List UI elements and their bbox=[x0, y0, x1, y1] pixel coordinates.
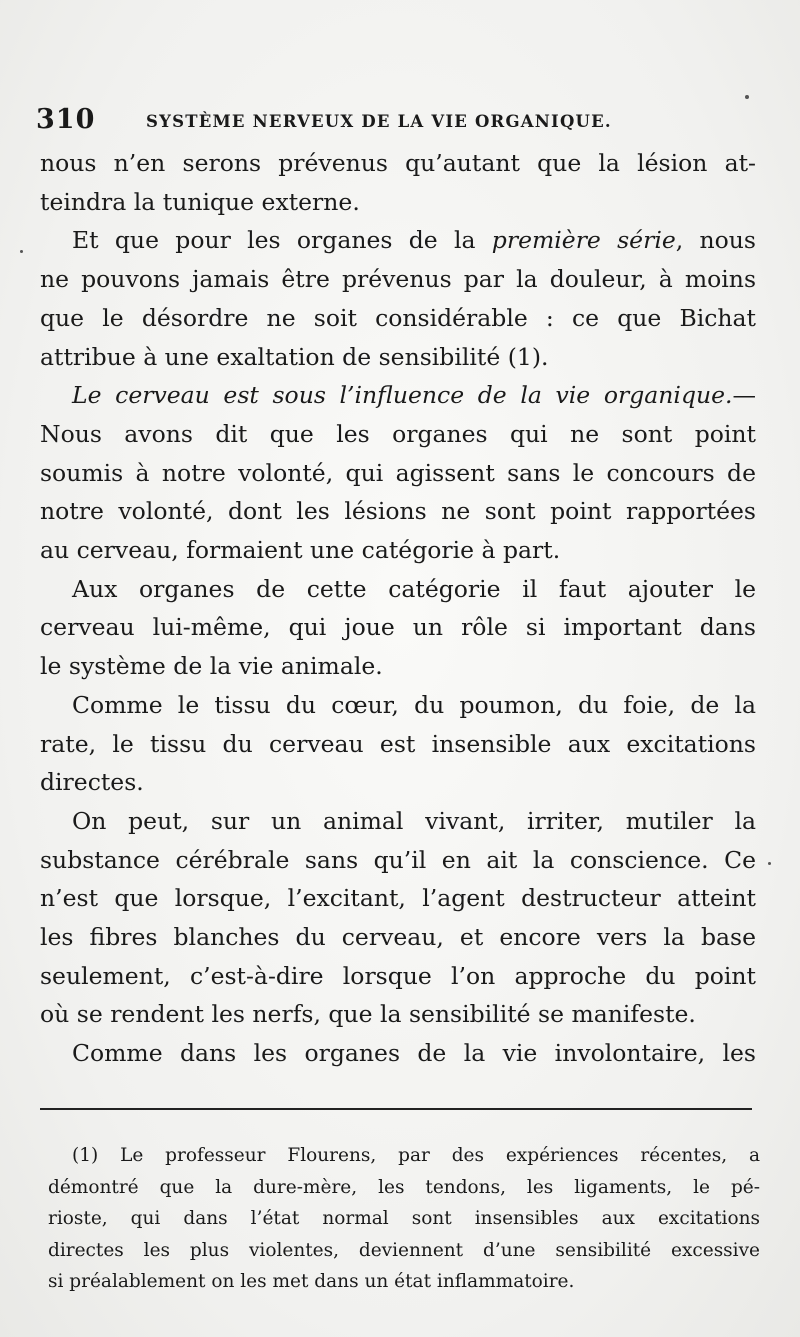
footnote-line: (1) Le professeur Flourens, par des expériences récentes, a bbox=[72, 1145, 760, 1166]
text-line: Comme le tissu du cœur, du poumon, du foie, de la bbox=[72, 690, 756, 719]
text-line: au cerveau, formaient une catégorie à part. bbox=[40, 536, 561, 565]
page-number: 310 bbox=[36, 104, 96, 135]
text-line: n’est que lorsque, l’excitant, l’agent destructeur atteint bbox=[40, 884, 756, 913]
text-line: le système de la vie animale. bbox=[40, 652, 383, 681]
text-line: attribue à une exaltation de sensibilité (1). bbox=[40, 342, 549, 371]
text-line: nous n’en serons prévenus qu’autant que la lésion at- bbox=[40, 149, 756, 177]
text-line: seulement, c’est-à-dire lorsque l’on approche du point bbox=[40, 961, 756, 990]
text-line: Comme dans les organes de la vie involontaire, les bbox=[72, 1039, 756, 1068]
text-fragment: Et que pour les organes de la bbox=[72, 226, 492, 255]
text-line: que le désordre ne soit considérable : ce que Bichat bbox=[40, 303, 756, 332]
paragraph-2 bbox=[40, 221, 756, 376]
section-heading: Le cerveau est sous l’influence de la vie organique. bbox=[72, 381, 733, 410]
paragraph-1 bbox=[40, 144, 756, 221]
text-line: cerveau lui-même, qui joue un rôle si important dans bbox=[40, 613, 756, 642]
paragraph-7 bbox=[40, 1034, 756, 1073]
footnote-separator bbox=[40, 1108, 752, 1110]
paragraph-4 bbox=[40, 570, 756, 686]
text-line bbox=[40, 221, 756, 260]
text-line: les fibres blanches du cerveau, et encore vers la base bbox=[40, 923, 756, 952]
footnote-line: démontré que la dure-mère, les tendons, les ligaments, le pé- bbox=[48, 1176, 760, 1198]
page-header bbox=[36, 104, 756, 144]
footnote-line: si préalablement on les met dans un état inflammatoire. bbox=[48, 1271, 575, 1292]
text-line: directes. bbox=[40, 768, 144, 797]
footnote-line: directes les plus violentes, deviennent d’une sensibilité excessive bbox=[48, 1239, 760, 1261]
text-fragment: , nous bbox=[675, 226, 756, 255]
text-line: Aux organes de cette catégorie il faut ajouter le bbox=[72, 574, 756, 603]
text-line: notre volonté, dont les lésions ne sont point rapportées bbox=[40, 497, 756, 526]
em-dash: — bbox=[732, 381, 756, 410]
running-title: SYSTÈME NERVEUX DE LA VIE ORGANIQUE. bbox=[146, 112, 612, 131]
main-text bbox=[40, 144, 756, 1073]
print-speck bbox=[20, 250, 23, 253]
paragraph-3 bbox=[40, 376, 756, 570]
section-heading-line bbox=[40, 376, 756, 415]
emphasis-text: première série bbox=[491, 226, 676, 255]
text-line: ne pouvons jamais être prévenus par la douleur, à moins bbox=[40, 265, 756, 294]
text-line: rate, le tissu du cerveau est insensible aux excitations bbox=[40, 729, 756, 758]
text-line: substance cérébrale sans qu’il en ait la conscience. Ce bbox=[40, 845, 756, 874]
paragraph-5 bbox=[40, 686, 756, 802]
text-line: On peut, sur un animal vivant, irriter, mutiler la bbox=[72, 806, 756, 835]
text-line: soumis à notre volonté, qui agissent sans le concours de bbox=[40, 458, 756, 487]
text-line: teindra la tunique externe. bbox=[40, 187, 360, 216]
footnote bbox=[48, 1140, 760, 1298]
paragraph-6 bbox=[40, 802, 756, 1034]
text-line: où se rendent les nerfs, que la sensibilité se manifeste. bbox=[40, 1000, 696, 1029]
print-speck bbox=[745, 95, 749, 99]
footnote-line: rioste, qui dans l’état normal sont insensibles aux excitations bbox=[48, 1208, 760, 1229]
print-speck bbox=[768, 862, 771, 865]
text-line: Nous avons dit que les organes qui ne sont point bbox=[40, 419, 756, 448]
